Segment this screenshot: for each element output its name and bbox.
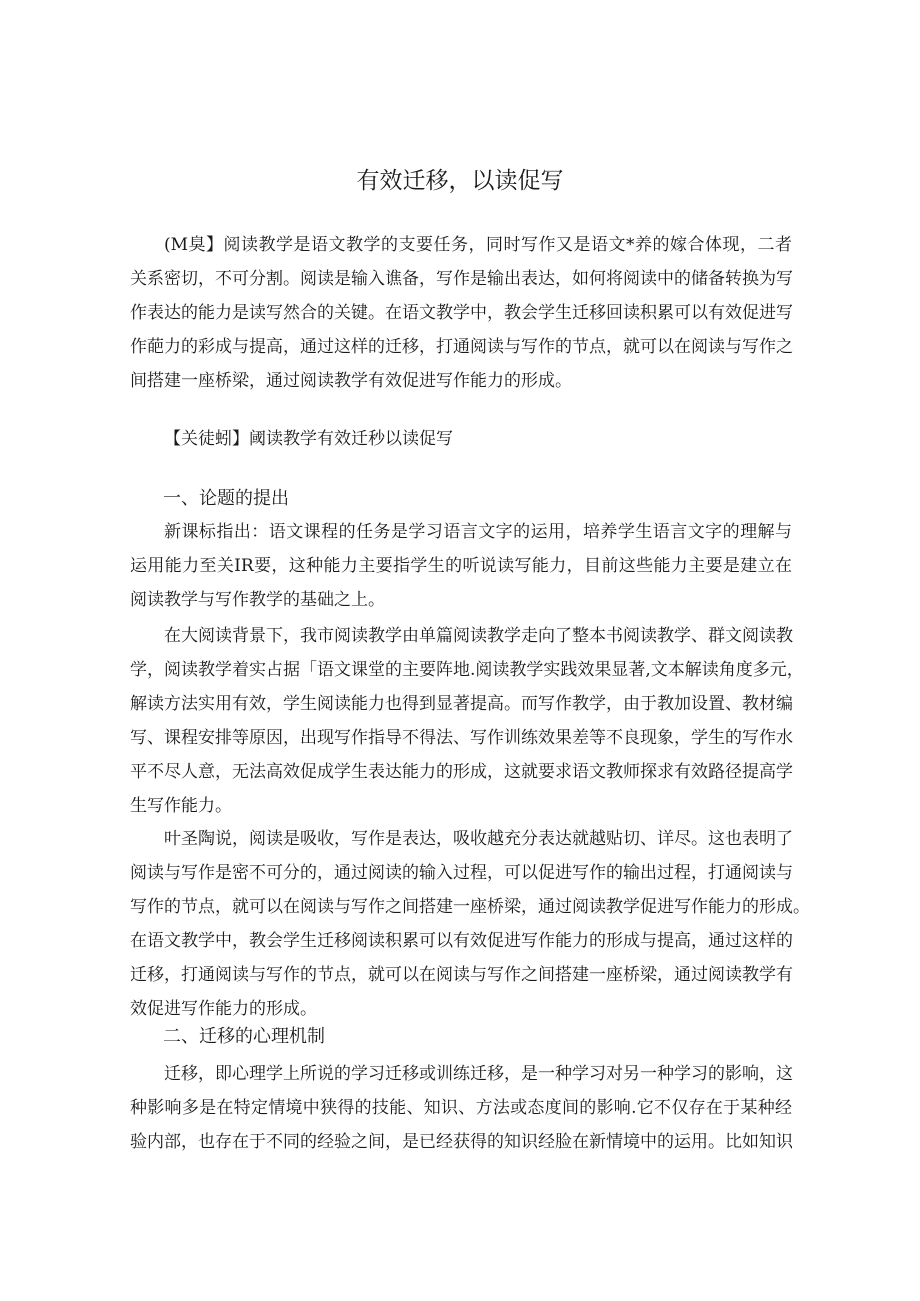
keywords-line: 【关徒蚓】阈读教学有效迁秒以读促写 [164,429,453,449]
paragraph-line: 写作的节点，就可以在阅读与写作之间搭建一座桥梁，通过阅读教学促进写作能力的形成。 [130,897,810,917]
paragraph [130,619,804,823]
paragraph-line: 新课标指出：语文课程的任务是学习语言文字的运用，培养学生语言文字的理解与 [164,522,792,542]
paragraph-line: 验内部，也存在于不同的经验之间，是已经获得的知识经脸在新情境中的运用。比如知识 [130,1132,793,1152]
abstract-line: (M臭】阅读教学是语文教学的支要任务，同时写作又是语文*养的嫁合体现，二者 [164,235,792,255]
paragraph-line: 生写作能力。 [130,796,232,816]
paragraph-line: 解读方法实用有效，学生阅读能力也得到显著提高。而写作教学，由于教加设置、教材编 [130,694,793,714]
paragraph-line: 叶圣陶说，阅读是吸收，写作是表达，吸收越充分表达就越贴切、详尽。这也表明了 [164,829,793,849]
document-title: 有效迁移，以读促写 [356,168,564,194]
abstract-line: 间搭建一座桥梁，通过阅读教学有效促进写作能力的形成。 [130,371,572,391]
keywords [130,422,792,456]
paragraph [130,1057,792,1159]
paragraph-line: 在语文教学中，教会学生迁移阅读积累可以有效促进写作能力的形成与提高，通过这样的 [130,931,793,951]
paragraph-line: 阅读教学与写作教学的基础之上。 [130,590,385,610]
paragraph-line: 平不尽人意，无法高效促成学生表达能力的形成，这就要求语文教师探求有效路径提高学 [130,762,793,782]
section-heading: 一、论题的提出 [163,488,289,509]
abstract [130,228,792,398]
paragraph-line: 种影响多是在特定情境中狭得的技能、知识、方法或态度间的影响.它不仅存在于某种经 [130,1098,792,1118]
abstract-line: 关系密切，不可分割。阅读是输入谯备，写作是输出表达，如何将阅读中的储备转换为写 [130,269,793,289]
paragraph-line: 迁移，打通阅读与写作的节点，就可以在阅读与写作之间搭建一座桥梁，通过阅读教学有 [130,965,793,985]
abstract-line: 作表达的能力是读写然合的关键。在语文教学中，教会学生迁移回读积累可以有效促进写 [130,303,793,323]
paragraph-line: 阅读与写作是密不可分的，通过阅读的输入过程，可以促进写作的输出过程，打通阅读与 [130,863,793,883]
abstract-line: 作葩力的彩成与提高，通过这样的迁移，打通阅读与写作的节点，就可以在阅读与写作之 [130,337,793,357]
paragraph [130,515,792,617]
paragraph [130,822,810,1026]
paragraph-line: 学，阅读教学着实占据「语文课堂的主要阵地.阅读教学实践效果显著,文本解读角度多元， [130,660,804,680]
section-heading: 二、迁移的心理机制 [163,1026,325,1047]
paragraph-line: 效促进写作能力的形成。 [130,999,317,1019]
paragraph-line: 运用能力至关IR要，这种能力主要指学生的听说读写能力，目前这些能力主要是建立在 [130,556,792,576]
paragraph-line: 迁移，即心理学上所说的学习迁移或训练迁移，是一种学习对另一种学习的影响，这 [164,1064,793,1084]
paragraph-line: 在大阅读背景下，我市阅读教学由单篇阅读教学走向了整本书阅读教学、群文阅读教 [164,626,793,646]
paragraph-line: 写、课程安排等原因，出现写作指导不得法、写作训练效果差等不良现象，学生的写作水 [130,728,793,748]
